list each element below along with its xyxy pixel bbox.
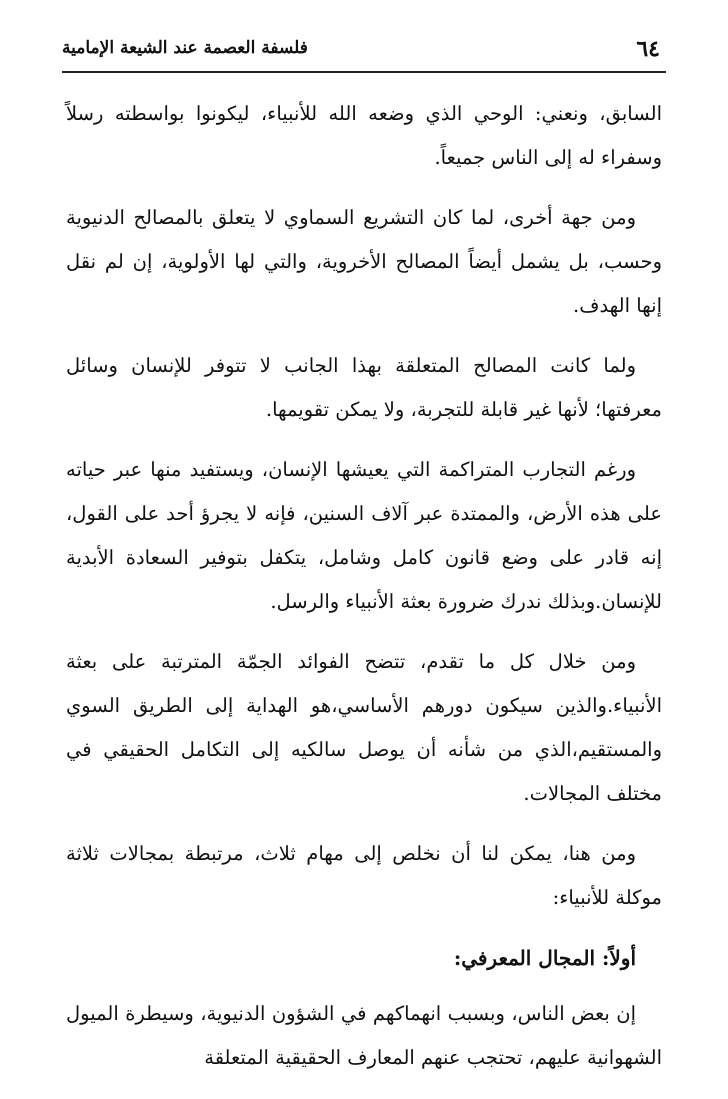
page-body (66, 92, 662, 1096)
paragraph-6: ومن هنا، يمكن لنا أن نخلص إلى مهام ثلاث، مرتبطة بمجالات ثلاثة موكلة للأنبياء: (66, 842, 662, 909)
page-header (62, 30, 666, 72)
paragraph-5: ومن خلال كل ما تقدم، تتضح الفوائد الجمّة المترتبة على بعثة الأنبياء.والذين سيكون دورهم الأساسي،هو الهداية إلى الطريق السوي والمستقيم،الذي من شأنه أن يوصل سالكيه إلى التكامل الحقيقي في مختلف المجالات. (66, 650, 662, 805)
paragraph-3: ولما كانت المصالح المتعلقة بهذا الجانب لا تتوفر للإنسان وسائل معرفتها؛ لأنها غير قابلة للتجربة، ولا يمكن تقويمها. (66, 354, 662, 421)
paragraph-1: السابق، ونعني: الوحي الذي وضعه الله للأنبياء، ليكونوا بواسطته رسلاً وسفراء له إلى الناس جميعاً. (66, 102, 662, 169)
running-title: فلسفة العصمة عند الشيعة الإمامية (62, 38, 308, 58)
header-rule (62, 71, 666, 73)
page-number: ٦٤ (636, 36, 660, 62)
paragraph-7: إن بعض الناس، وبسبب انهماكهم في الشؤون الدنيوية، وسيطرة الميول الشهوانية عليهم، تحتجب عنهم المعارف الحقيقية المتعلقة (66, 1002, 662, 1069)
paragraph-4: ورغم التجارب المتراكمة التي يعيشها الإنسان، ويستفيد منها عبر حياته على هذه الأرض، والممتدة عبر آلاف السنين، فإنه لا يجرؤ أحد على القول، إنه قادر على وضع قانون كامل وشامل، يتكفل بتوفير السعادة الأبدية للإنسان.وبذلك ندرك ضرورة بعثة الأنبياء والرسل. (66, 458, 662, 613)
paragraph-2: ومن جهة أخرى، لما كان التشريع السماوي لا يتعلق بالمصالح الدنيوية وحسب، بل يشمل أيضاً المصالح الأخروية، والتي لها الأولوية، إن لم نقل إنها الهدف. (66, 206, 662, 317)
section-heading: أولاً: المجال المعرفي: (453, 946, 636, 970)
